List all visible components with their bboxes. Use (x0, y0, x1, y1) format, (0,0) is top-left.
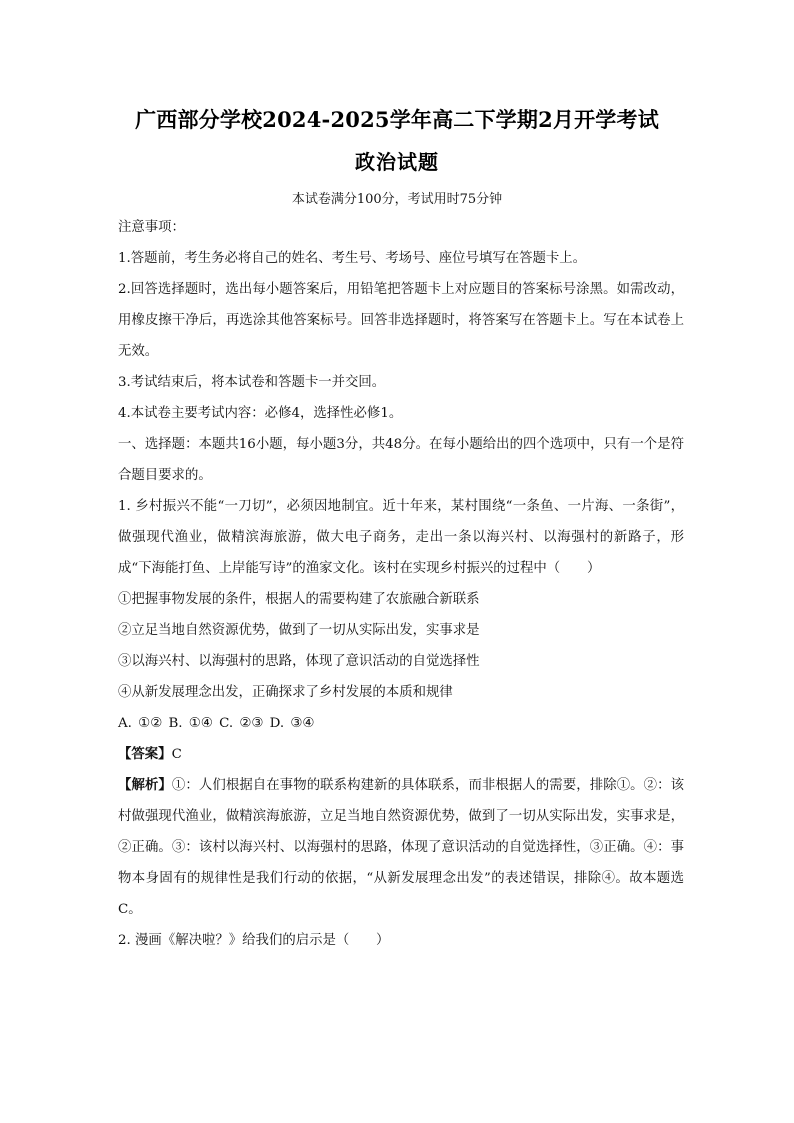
notes-heading: 注意事项： (118, 220, 185, 235)
analysis-label: 【解析】 (118, 777, 172, 793)
question-1-options: A. ①② B. ①④ C. ②③ D. ③④ (118, 716, 315, 731)
exam-meta: 本试卷满分100分，考试用时75分钟 (291, 192, 503, 207)
answer-value: C (171, 747, 182, 762)
question-1-stem: 1. 乡村振兴不能“一刀切”，必须因地制宜。近十年来，某村围绕“一条鱼、一片海、一条街”，做强现代渔业，做精滨海旅游，做大电子商务，走出一条以海兴村、以海强村的新路子，形成“下海能打鱼、上岸能写诗”的渔家文化。该村在实现乡村振兴的过程中（ ） (118, 499, 684, 576)
note-item-1: 1.答题前，考生务必将自己的姓名、考生号、考场号、座位号填写在答题卡上。 (118, 251, 587, 266)
document-body (118, 212, 684, 956)
analysis-text: ①：人们根据自在事物的联系构建新的具体联系，而非根据人的需要，排除①。②：该村做强现代渔业，做精滨海旅游，立足当地自然资源优势，做到了一切从实际出发，实事求是，②正确。③：该村以海兴村、以海强村的思路，体现了意识活动的自觉选择性，③正确。④：事物本身固有的规律性是我们行动的依据，“从新发展理念出发”的表述错误，排除④。故本题选C。 (118, 778, 685, 917)
question-1-statement-3: ③以海兴村、以海强村的思路，体现了意识活动的自觉选择性 (118, 654, 480, 669)
question-1-statement-4: ④从新发展理念出发，正确探求了乡村发展的本质和规律 (118, 685, 453, 700)
question-1-analysis (118, 770, 684, 925)
question-1-statement-1: ①把握事物发展的条件，根据人的需要构建了农旅融合新联系 (118, 592, 480, 607)
question-1-answer (118, 739, 684, 770)
exam-title: 广西部分学校2024-2025学年高二下学期2月开学考试 (135, 107, 659, 132)
section-one-heading: 一、选择题：本题共16小题，每小题3分，共48分。在每小题给出的四个选项中，只有一个是符合题目要求的。 (118, 437, 684, 483)
subject-title: 政治试题 (355, 150, 439, 174)
note-item-3: 3.考试结束后，将本试卷和答题卡一并交回。 (118, 375, 386, 390)
answer-label: 【答案】 (118, 746, 172, 762)
question-1-statement-2: ②立足当地自然资源优势，做到了一切从实际出发，实事求是 (118, 623, 480, 638)
note-item-2: 2.回答选择题时，选出每小题答案后，用铅笔把答题卡上对应题目的答案标号涂黑。如需改动，用橡皮擦干净后，再选涂其他答案标号。回答非选择题时，将答案写在答题卡上。写在本试卷上无效。 (118, 282, 684, 359)
question-2-stem: 2. 漫画《解决啦？》给我们的启示是（ ） (118, 933, 390, 948)
note-item-4: 4.本试卷主要考试内容：必修4，选择性必修1。 (118, 406, 403, 421)
